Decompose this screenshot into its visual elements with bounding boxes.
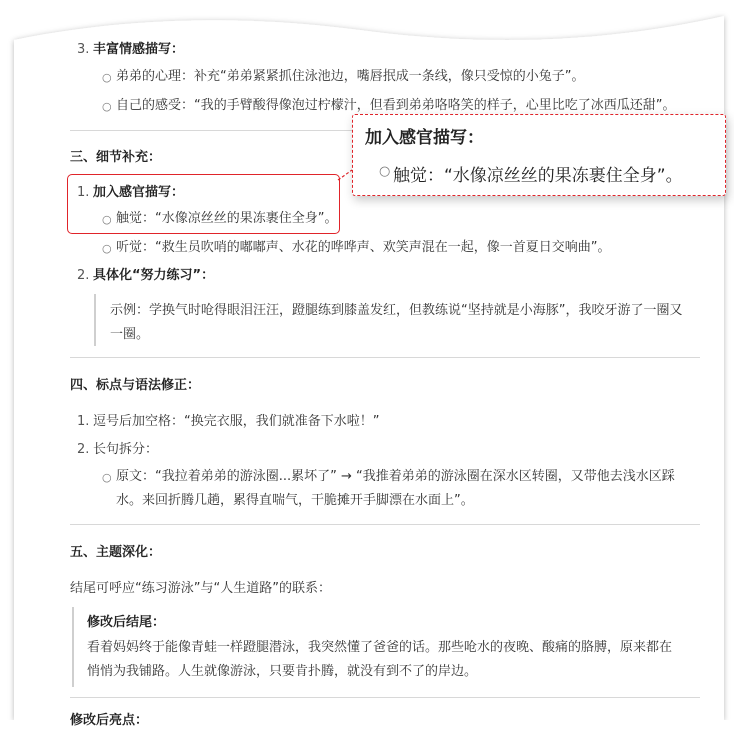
- bullet-circle-icon: ○: [102, 213, 112, 226]
- list-item-title: 加入感官描写：: [93, 185, 185, 200]
- bullet-circle-icon: ○: [102, 71, 112, 84]
- bullet-circle-icon: ○: [379, 164, 391, 179]
- list-number: 2.: [77, 268, 90, 283]
- list-item: 原文：“我拉着弟弟的游泳圈...累坏了” → “我推着弟弟的游泳圈在深水区转圈，又带他去浅水区踩: [116, 469, 675, 484]
- list-number: 1.: [77, 185, 90, 200]
- list-item: 自己的感受：“我的手臂酸得像泡过柠檬汁，但看到弟弟咯咯笑的样子，心里比吃了冰西瓜还甜”。: [116, 98, 676, 113]
- callout-item: 触觉：“水像凉丝丝的果冻裹住全身”。: [393, 166, 683, 186]
- zoom-callout: [352, 114, 726, 196]
- list-item: 长句拆分：: [93, 442, 159, 457]
- list-number: 2.: [77, 442, 90, 457]
- section-heading-partial: 修改后亮点：: [70, 713, 149, 728]
- list-item: 逗号后加空格：“换完衣服，我们就准备下水啦！”: [93, 414, 380, 429]
- list-item-continuation: 水。来回折腾几趟，累得直喘气，干脆摊开手脚漂在水面上”。: [116, 493, 474, 508]
- list-item-title: 丰富情感描写：: [93, 42, 185, 57]
- blockquote-title: 修改后结尾：: [87, 615, 166, 630]
- bullet-circle-icon: ○: [102, 471, 112, 484]
- blockquote-line: 示例：学换气时呛得眼泪汪汪，蹬腿练到膝盖发红，但教练说“坚持就是小海豚”，我咬牙游了一圈又: [110, 303, 683, 318]
- bullet-circle-icon: ○: [102, 100, 112, 113]
- list-number: 1.: [77, 414, 90, 429]
- list-item: 听觉：“救生员吹哨的嘟嘟声、水花的哗哗声、欢笑声混在一起，像一首夏日交响曲”。: [116, 240, 611, 255]
- list-number: 3.: [77, 42, 90, 57]
- blockquote-line: 一圈。: [110, 327, 150, 342]
- list-item: 触觉：“水像凉丝丝的果冻裹住全身”。: [116, 211, 338, 226]
- callout-title: 加入感官描写：: [365, 128, 484, 148]
- section-heading: 五、主题深化：: [70, 545, 162, 560]
- list-item: 弟弟的心理：补充“弟弟紧紧抓住泳池边，嘴唇抿成一条线，像只受惊的小兔子”。: [116, 69, 585, 84]
- list-item-title: 具体化“努力练习”：: [93, 268, 215, 283]
- blockquote-line: 看着妈妈终于能像青蛙一样蹬腿潜泳，我突然懂了爸爸的话。那些呛水的夜晚、酸痛的胳膊，原来都在: [87, 640, 673, 655]
- section-heading: 四、标点与语法修正：: [70, 378, 201, 393]
- paragraph: 结尾可呼应“练习游泳”与“人生道路”的联系：: [70, 581, 331, 596]
- bullet-circle-icon: ○: [102, 242, 112, 255]
- blockquote-line: 悄悄为我铺路。人生就像游泳，只要肯扑腾，就没有到不了的岸边。: [87, 664, 478, 679]
- section-heading: 三、细节补充：: [70, 150, 162, 165]
